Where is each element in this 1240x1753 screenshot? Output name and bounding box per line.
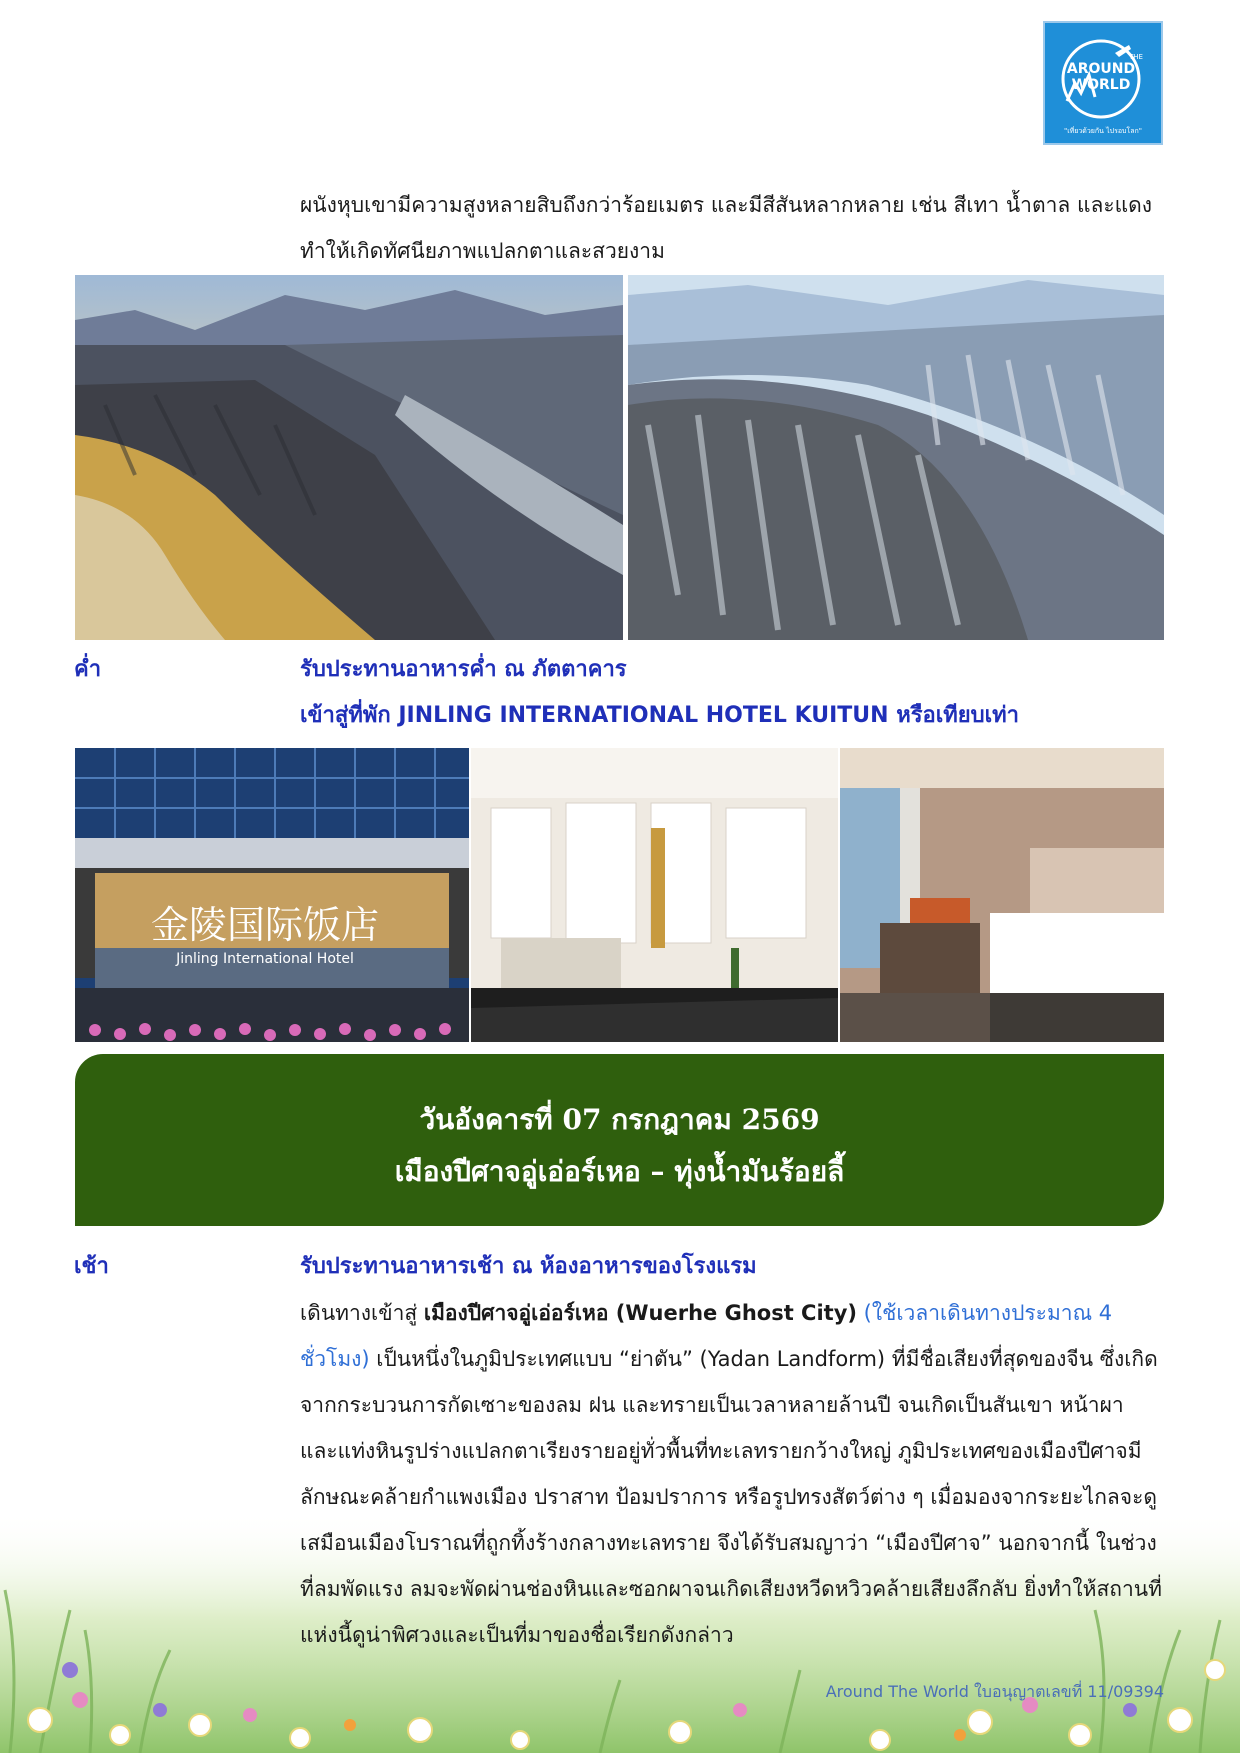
desc-body: เป็นหนึ่งในภูมิประเทศแบบ “ย่าตัน” (Yadan Landform) ที่มีชื่อเสียงที่สุดของจีน ซึ่งเกิดจากกระบวนการกัดเซาะของลม ฝน และทรายเป็นเวลาหลายล้านปี จนเกิดเป็นสันเขา หน้าผา และแท่งหินรูปร่างแปลกตาเรียงรายอยู่ทั่วพื้นที่ทะเลทรายกว้างใหญ่ ภูมิประเทศของเมืองปีศาจมีลักษณะคล้ายกำแพงเมือง ปราสาท ป้อมปราการ หรือรูปทรงสัตว์ต่าง ๆ เมื่อมองจากระยะไกลจะดูเสมือนเมืองโบราณที่ถูกทิ้งร้างกลางทะเลทราย จึงได้รับสมญาว่า “เมืองปีศาจ” นอกจากนี้ ในช่วงที่ลมพัดแรง ลมจะพัดผ่านช่องหินและซอกผาจนเกิดเสียงหวีดหวิวคล้ายเสียงลึกลับ ยิ่งทำให้สถานที่แห่งนี้ดูน่าพิศวงและเป็นที่มาของชื่อเรียกดังกล่าว <box>300 1347 1162 1647</box>
breakfast-meal: รับประทานอาหารเช้า ณ ห้องอาหารของโรงแรม <box>300 1254 757 1279</box>
desc-intro: เดินทางเข้าสู่ <box>300 1301 424 1325</box>
breakfast-time-label: เช้า <box>74 1254 109 1279</box>
hotel-exterior-photo <box>75 748 469 1042</box>
wuerhe-description <box>300 1290 1164 1658</box>
desc-travel-time: (ใช้เวลาเดินทางประมาณ 4 ชั่วโมง) <box>300 1301 1113 1371</box>
day-banner-date: วันอังคารที่ 07 กรกฎาคม 2569 <box>419 1103 820 1136</box>
hotel-room-photo <box>840 748 1164 1042</box>
license-footer: Around The World ใบอนุญาตเลขที่ 11/09394 <box>825 1682 1164 1701</box>
desc-place-name: เมืองปีศาจอู่เอ่อร์เหอ (Wuerhe Ghost City) <box>423 1301 857 1325</box>
intro-paragraph: ผนังหุบเขามีความสูงหลายสิบถึงกว่าร้อยเมตร และมีสีสันหลากหลาย เช่น สีเทา น้ำตาล และแดง ทำให้เกิดทัศนียภาพแปลกตาและสวยงาม <box>300 193 1153 263</box>
dinner-meal: รับประทานอาหารค่ำ ณ ภัตตาคาร <box>300 657 627 682</box>
logo-tagline: "เที่ยวด้วยกัน ไปรอบโลก" <box>1064 127 1142 135</box>
canyon-photo-left <box>75 275 623 640</box>
canyon-photo-right <box>628 275 1164 640</box>
logo-line2: WORLD <box>1071 77 1131 93</box>
logo-the: THE <box>1129 53 1143 61</box>
hotel-sign-english: Jinling International Hotel <box>176 951 354 967</box>
hotel-name: เข้าสู่ที่พัก JINLING INTERNATIONAL HOTEL KUITUN หรือเทียบเท่า <box>300 703 1020 728</box>
company-logo <box>1043 21 1163 145</box>
hotel-sign-chinese: 金陵国际饭店 <box>150 903 380 947</box>
day-banner <box>75 1054 1164 1226</box>
logo-line1: AROUND <box>1066 61 1136 77</box>
day-banner-route: เมืองปีศาจอู่เอ่อร์เหอ – ทุ่งน้ำมันร้อยลี้ <box>394 1155 845 1188</box>
hotel-lobby-photo <box>471 748 838 1042</box>
dinner-time-label: ค่ำ <box>74 657 102 682</box>
